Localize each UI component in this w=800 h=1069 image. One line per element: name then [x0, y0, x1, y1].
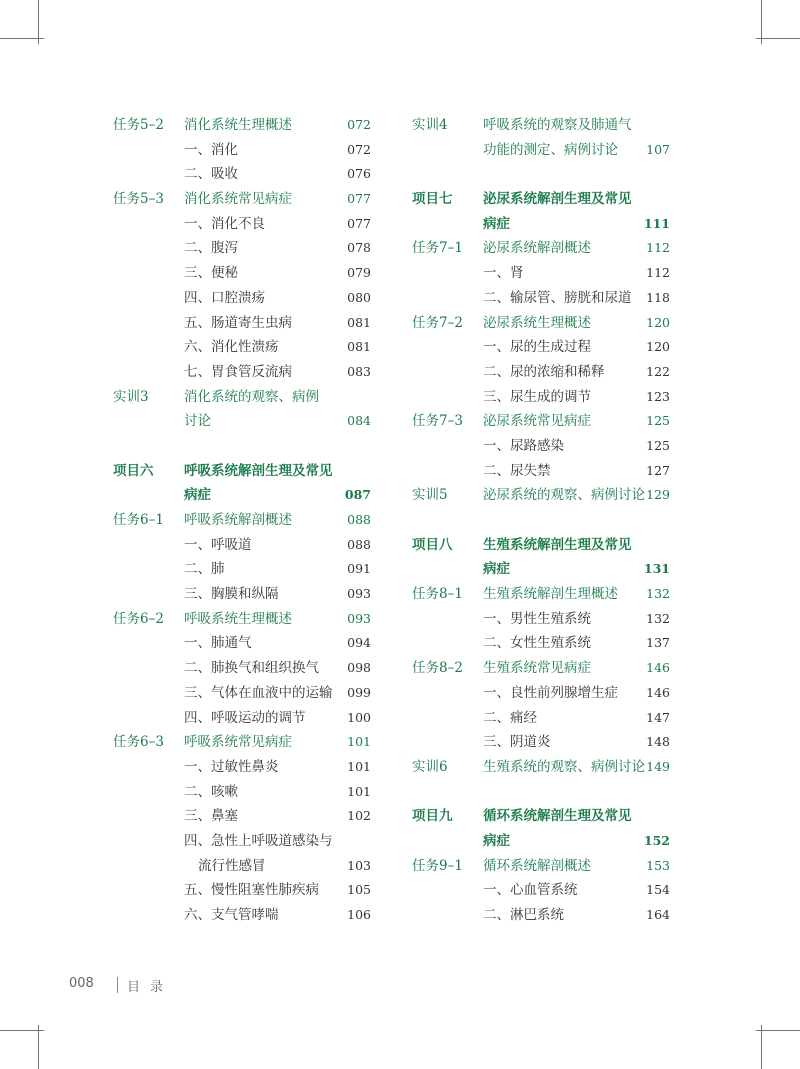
entry-title: 二、痛经 [483, 709, 537, 726]
entry-page-number: 077 [347, 191, 371, 207]
entry-title: 四、口腔溃疡 [184, 289, 265, 306]
entry-title: 病症 [184, 487, 211, 504]
entry-title: 二、女性生殖系统 [483, 635, 591, 652]
entry-title: 消化系统的观察、病例 [184, 388, 319, 405]
entry-title: 五、慢性阻塞性肺疾病 [184, 882, 319, 899]
toc-subentry[interactable] [113, 854, 371, 879]
toc-subentry[interactable] [412, 903, 670, 928]
toc-subentry[interactable] [113, 582, 371, 607]
entry-label: 任务8–2 [412, 660, 463, 677]
entry-title: 消化系统生理概述 [184, 117, 292, 133]
toc-project-entry[interactable] [412, 557, 670, 582]
entry-title: 一、消化 [184, 141, 238, 158]
entry-page-number: 120 [646, 314, 670, 330]
entry-page-number: 081 [347, 339, 371, 355]
toc-subentry[interactable] [412, 631, 670, 656]
toc-project-entry[interactable] [113, 483, 371, 508]
entry-title: 二、输尿管、膀胱和尿道 [483, 289, 632, 306]
toc-subentry[interactable] [412, 706, 670, 731]
footer-divider [117, 977, 118, 993]
entry-page-number: 123 [646, 388, 670, 404]
section-gap [412, 780, 670, 805]
toc-subentry[interactable] [412, 459, 670, 484]
entry-title: 呼吸系统的观察及肺通气 [483, 117, 632, 133]
toc-subentry[interactable] [113, 656, 371, 681]
entry-title: 一、呼吸道 [184, 536, 252, 553]
entry-page-number: 105 [347, 882, 371, 898]
entry-page-number: 078 [347, 240, 371, 256]
entry-page-number: 072 [347, 141, 371, 157]
entry-page-number: 094 [347, 635, 371, 651]
entry-page-number: 148 [646, 734, 670, 750]
entry-page-number: 100 [347, 709, 371, 725]
entry-label: 项目七 [412, 191, 453, 208]
entry-label: 项目八 [412, 536, 453, 553]
toc-subentry[interactable] [412, 360, 670, 385]
entry-label: 任务6–1 [113, 512, 164, 528]
entry-page-number: 080 [347, 289, 371, 305]
toc-subentry[interactable] [113, 236, 371, 261]
entry-title: 四、急性上呼吸道感染与 [184, 832, 333, 849]
toc-subentry[interactable] [412, 607, 670, 632]
entry-title: 循环系统解剖概述 [483, 857, 591, 874]
toc-task-entry[interactable] [412, 311, 670, 336]
entry-title: 循环系统解剖生理及常见 [483, 808, 632, 825]
entry-title: 二、尿的浓缩和稀释 [483, 363, 605, 380]
entry-title: 一、男性生殖系统 [483, 610, 591, 627]
toc-subentry[interactable] [113, 261, 371, 286]
toc-task-entry[interactable] [412, 409, 670, 434]
entry-title: 生殖系统解剖生理概述 [483, 586, 618, 603]
entry-page-number: 101 [347, 734, 371, 750]
entry-label: 项目九 [412, 808, 453, 825]
entry-title: 呼吸系统解剖概述 [184, 512, 292, 528]
entry-title: 病症 [483, 215, 510, 232]
toc-task-entry[interactable] [113, 385, 371, 410]
entry-page-number: 101 [347, 758, 371, 774]
entry-page-number: 112 [646, 265, 670, 281]
entry-label: 任务6–3 [113, 734, 164, 751]
entry-title: 生殖系统的观察、病例讨论 [483, 758, 645, 775]
toc-task-entry[interactable] [412, 582, 670, 607]
entry-title: 二、淋巴系统 [483, 907, 564, 923]
toc-task-entry[interactable] [412, 656, 670, 681]
entry-title: 病症 [483, 832, 510, 849]
toc-task-entry[interactable] [113, 730, 371, 755]
entry-page-number: 081 [347, 314, 371, 330]
section-label: 目录 [127, 980, 174, 995]
section-gap [412, 508, 670, 533]
entry-label: 实训3 [113, 388, 149, 405]
entry-title: 三、气体在血液中的运输 [184, 684, 333, 701]
entry-page-number: 083 [347, 363, 371, 379]
toc-right-column [412, 113, 670, 928]
entry-title: 消化系统常见病症 [184, 191, 292, 208]
entry-title: 一、尿路感染 [483, 437, 564, 454]
entry-title: 呼吸系统生理概述 [184, 610, 292, 627]
entry-page-number: 112 [646, 240, 670, 256]
entry-page-number: 084 [347, 413, 371, 429]
toc-subentry[interactable] [113, 286, 371, 311]
entry-title: 二、肺换气和组织换气 [184, 660, 319, 677]
toc-task-entry[interactable] [412, 483, 670, 508]
toc-task-entry[interactable] [113, 508, 371, 533]
entry-page-number: 107 [646, 141, 670, 157]
toc-subentry[interactable] [412, 385, 670, 410]
entry-title: 三、阴道炎 [483, 734, 551, 751]
entry-label: 实训6 [412, 758, 448, 775]
entry-title: 二、尿失禁 [483, 462, 551, 479]
toc-project-entry[interactable] [412, 187, 670, 212]
entry-page-number: 122 [646, 363, 670, 379]
toc-project-entry[interactable] [412, 804, 670, 829]
entry-page-number: 127 [646, 462, 670, 478]
toc-subentry[interactable] [113, 829, 371, 854]
entry-page-number: 153 [646, 857, 670, 873]
entry-page-number: 076 [347, 166, 371, 182]
entry-title: 六、支气管哮喘 [184, 907, 279, 923]
entry-page-number: 099 [347, 684, 371, 700]
entry-title: 生殖系统解剖生理及常见 [483, 536, 632, 553]
toc-task-entry[interactable] [412, 138, 670, 163]
entry-title: 三、胸膜和纵隔 [184, 586, 279, 603]
entry-page-number: 072 [347, 117, 371, 132]
entry-page-number: 118 [646, 289, 670, 305]
entry-title: 五、肠道寄生虫病 [184, 314, 292, 331]
entry-page-number: 101 [347, 783, 371, 799]
entry-title: 功能的测定、病例讨论 [483, 141, 618, 158]
toc-subentry[interactable] [412, 434, 670, 459]
entry-page-number: 149 [646, 758, 670, 774]
toc-subentry[interactable] [113, 631, 371, 656]
toc-subentry[interactable] [113, 780, 371, 805]
entry-page-number: 129 [646, 487, 670, 503]
toc-subentry[interactable] [113, 755, 371, 780]
entry-title: 三、鼻塞 [184, 808, 238, 825]
toc-subentry[interactable] [113, 878, 371, 903]
entry-label: 任务5–2 [113, 117, 164, 133]
toc-left-column [113, 113, 371, 928]
entry-page-number: 120 [646, 339, 670, 355]
toc-subentry[interactable] [113, 311, 371, 336]
toc-subentry[interactable] [113, 162, 371, 187]
entry-label: 任务7–2 [412, 314, 463, 331]
entry-title: 一、尿的生成过程 [483, 339, 591, 356]
entry-page-number: 125 [646, 437, 670, 453]
page-number: 008 [69, 976, 94, 991]
toc-subentry[interactable] [113, 681, 371, 706]
entry-title: 七、胃食管反流病 [184, 363, 292, 380]
entry-title: 泌尿系统解剖生理及常见 [483, 191, 632, 208]
toc-task-entry[interactable] [113, 607, 371, 632]
entry-title: 六、消化性溃疡 [184, 339, 279, 356]
entry-page-number: 079 [347, 265, 371, 281]
entry-page-number: 152 [643, 832, 670, 848]
entry-label: 任务6–2 [113, 610, 164, 627]
entry-page-number: 102 [347, 808, 371, 824]
entry-page-number: 087 [344, 487, 371, 503]
entry-title: 二、咳嗽 [184, 783, 238, 800]
toc-subentry[interactable] [412, 261, 670, 286]
entry-title: 一、消化不良 [184, 215, 265, 232]
entry-title: 呼吸系统解剖生理及常见 [184, 462, 333, 479]
toc-task-entry[interactable] [113, 113, 371, 138]
entry-label: 实训5 [412, 487, 448, 504]
toc-task-entry[interactable] [412, 236, 670, 261]
entry-page-number: 137 [646, 635, 670, 651]
entry-page-number: 132 [646, 610, 670, 626]
entry-page-number: 131 [643, 561, 670, 577]
entry-page-number: 091 [347, 561, 371, 577]
toc-project-entry[interactable] [412, 533, 670, 558]
entry-label: 任务9–1 [412, 857, 463, 874]
entry-title: 三、便秘 [184, 265, 238, 282]
entry-page-number: 154 [646, 882, 670, 898]
toc-subentry[interactable] [113, 706, 371, 731]
entry-title: 生殖系统常见病症 [483, 660, 591, 677]
entry-title: 一、心血管系统 [483, 882, 578, 899]
entry-title: 一、过敏性鼻炎 [184, 758, 279, 775]
entry-page-number: 103 [347, 857, 371, 873]
entry-page-number: 132 [646, 586, 670, 602]
entry-label: 项目六 [113, 462, 154, 479]
entry-page-number: 093 [347, 586, 371, 602]
toc-subentry[interactable] [113, 360, 371, 385]
entry-title: 二、肺 [184, 561, 225, 578]
entry-page-number: 164 [646, 907, 670, 922]
toc-subentry[interactable] [412, 878, 670, 903]
toc-task-entry[interactable] [412, 113, 670, 138]
toc-subentry[interactable] [113, 557, 371, 582]
entry-page-number: 111 [643, 215, 670, 231]
toc-project-entry[interactable] [412, 829, 670, 854]
toc-subentry[interactable] [113, 138, 371, 163]
entry-title: 泌尿系统的观察、病例讨论 [483, 487, 645, 504]
toc-task-entry[interactable] [113, 187, 371, 212]
toc-subentry[interactable] [412, 335, 670, 360]
toc-subentry[interactable] [113, 212, 371, 237]
entry-title: 一、良性前列腺增生症 [483, 684, 618, 701]
toc-subentry[interactable] [412, 681, 670, 706]
entry-title: 四、呼吸运动的调节 [184, 709, 306, 726]
entry-page-number: 077 [347, 215, 371, 231]
entry-page-number: 147 [646, 709, 670, 725]
entry-page-number: 088 [347, 536, 371, 552]
toc-subentry[interactable] [412, 730, 670, 755]
entry-title: 二、腹泻 [184, 240, 238, 257]
toc-subentry[interactable] [113, 335, 371, 360]
entry-label: 任务7–1 [412, 240, 463, 257]
entry-title: 泌尿系统生理概述 [483, 314, 591, 331]
entry-page-number: 146 [646, 660, 670, 676]
entry-page-number: 106 [347, 907, 371, 922]
toc-subentry[interactable] [113, 804, 371, 829]
section-gap [412, 162, 670, 187]
entry-title: 一、肺通气 [184, 635, 252, 652]
entry-page-number: 088 [347, 512, 371, 527]
entry-label: 任务8–1 [412, 586, 463, 603]
entry-title: 流行性感冒 [198, 857, 266, 874]
toc-subentry[interactable] [113, 533, 371, 558]
toc-project-entry[interactable] [113, 459, 371, 484]
entry-page-number: 125 [646, 413, 670, 429]
entry-page-number: 146 [646, 684, 670, 700]
toc-task-entry[interactable] [113, 409, 371, 434]
toc-task-entry[interactable] [412, 854, 670, 879]
entry-label: 任务5–3 [113, 191, 164, 208]
entry-page-number: 093 [347, 610, 371, 626]
toc-project-entry[interactable] [412, 212, 670, 237]
entry-title: 泌尿系统常见病症 [483, 413, 591, 430]
entry-title: 二、吸收 [184, 166, 238, 183]
section-gap [113, 434, 371, 459]
entry-title: 泌尿系统解剖概述 [483, 240, 591, 257]
toc-subentry[interactable] [113, 903, 371, 928]
entry-title: 呼吸系统常见病症 [184, 734, 292, 751]
entry-label: 任务7–3 [412, 413, 463, 430]
entry-title: 病症 [483, 561, 510, 578]
entry-title: 三、尿生成的调节 [483, 388, 591, 405]
entry-label: 实训4 [412, 117, 448, 133]
entry-title: 讨论 [184, 413, 211, 430]
toc-task-entry[interactable] [412, 755, 670, 780]
toc-subentry[interactable] [412, 286, 670, 311]
entry-page-number: 098 [347, 660, 371, 676]
entry-title: 一、肾 [483, 265, 524, 282]
